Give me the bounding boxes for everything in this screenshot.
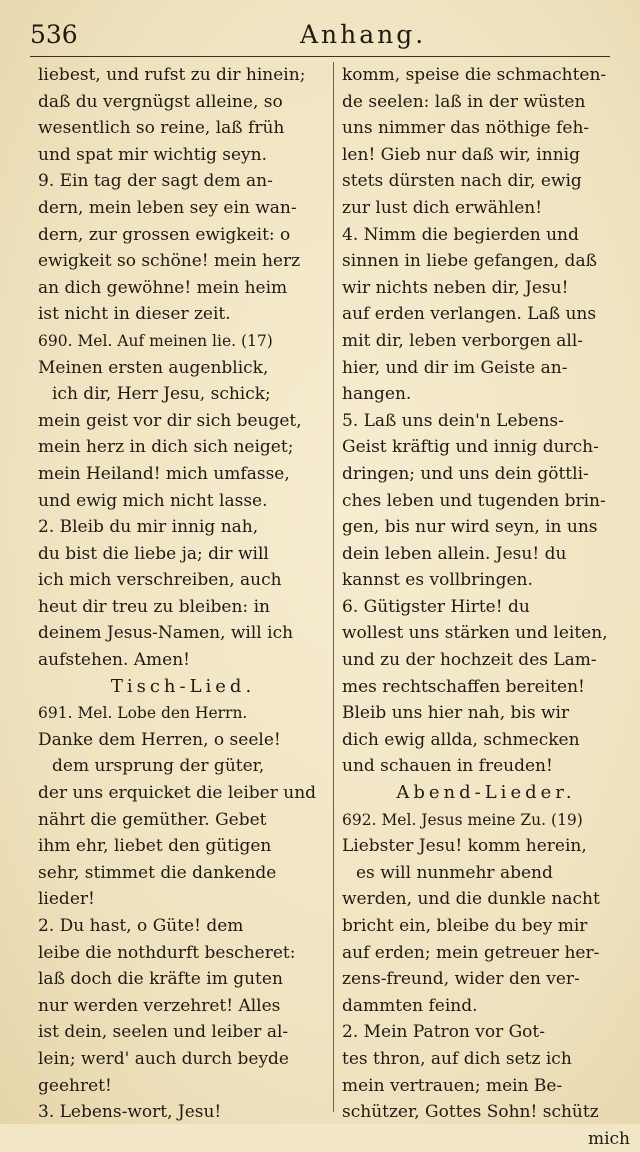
text-line: zur lust dich erwählen!	[342, 197, 543, 218]
text-line: mich	[587, 1128, 630, 1149]
text-line: 4. Nimm die begierden und	[342, 224, 579, 245]
text-line: und spat mir wichtig seyn.	[38, 144, 268, 165]
text-line: stets dürsten nach dir, ewig	[342, 171, 582, 192]
text-line: nährt die gemüther. Gebet	[38, 809, 267, 830]
running-head: Anhang.	[300, 20, 427, 49]
text-line: leibe die nothdurft bescheret:	[38, 942, 296, 963]
text-line: 6. Gütigster Hirte! du	[342, 596, 530, 617]
text-line: Abend-Lieder.	[396, 782, 576, 804]
text-line: ihm ehr, liebet den gütigen	[38, 836, 272, 857]
right-column	[342, 62, 630, 1152]
text-line: bricht ein, bleibe du bey mir	[342, 916, 588, 936]
text-line: du bist die liebe ja; dir will	[38, 543, 269, 564]
text-line: ewigkeit so schöne! mein herz	[38, 251, 301, 272]
text-line: liebest, und rufst zu dir hinein;	[38, 65, 306, 85]
text-line: und ewig mich nicht lasse.	[38, 490, 268, 511]
text-line: auf erden verlangen. Laß uns	[342, 304, 597, 325]
text-line: Liebster Jesu! komm herein,	[342, 836, 587, 857]
text-line: ist nicht in dieser zeit.	[38, 304, 231, 325]
text-line: aufstehen. Amen!	[38, 650, 190, 671]
text-line: sehr, stimmet die dankende	[38, 862, 277, 883]
text-line: 2. Bleib du mir innig nah,	[38, 517, 259, 538]
text-line: 690. Mel. Auf meinen lie. (17)	[38, 331, 273, 350]
text-line: dern, mein leben sey ein wan-	[38, 197, 297, 218]
text-line: daß du vergnügst alleine, so	[38, 91, 283, 112]
text-line: 692. Mel. Jesus meine Zu. (19)	[342, 810, 583, 829]
text-line: Meinen ersten augenblick,	[38, 357, 269, 378]
text-line: ist dein, seelen und leiber al-	[38, 1022, 289, 1043]
text-line: dein leben allein. Jesu! du	[342, 543, 567, 564]
text-line: lein; werd' auch durch beyde	[38, 1048, 289, 1069]
text-line: 5. Laß uns dein'n Lebens-	[342, 410, 564, 431]
text-line: dich ewig allda, schmecken	[342, 729, 580, 750]
text-line: geehret!	[38, 1075, 112, 1096]
text-line: der uns erquicket die leiber und	[38, 783, 317, 804]
text-line: nur werden verzehret! Alles	[38, 995, 281, 1016]
text-line: Danke dem Herren, o seele!	[38, 729, 281, 750]
text-line: und schauen in freuden!	[342, 756, 553, 777]
text-line: ich mich verschreiben, auch	[38, 570, 282, 591]
text-line: werden, und die dunkle nacht	[342, 889, 600, 910]
column-divider	[333, 62, 334, 1112]
text-line: dringen; und uns dein göttli-	[342, 463, 589, 484]
text-line: tes thron, auf dich setz ich	[342, 1048, 572, 1069]
text-line: heut dir treu zu bleiben: in	[38, 596, 270, 617]
text-line: Tisch-Lied.	[110, 675, 256, 697]
text-line: gen, bis nur wird seyn, in uns	[342, 517, 598, 538]
text-line: mein Heiland! mich umfasse,	[38, 463, 290, 484]
text-line: dem ursprung der güter,	[52, 756, 265, 777]
text-line: 2. Du hast, o Güte! dem	[38, 916, 244, 936]
text-line: wesentlich so reine, laß früh	[38, 118, 285, 139]
text-line: 3. Lebens-wort, Jesu!	[38, 1102, 222, 1123]
text-line: uns nimmer das nöthige feh-	[342, 118, 590, 139]
text-line: hangen.	[342, 384, 412, 405]
text-line: hier, und dir im Geiste an-	[342, 357, 568, 378]
text-line: ches leben und tugenden brin-	[342, 490, 606, 511]
text-line: 2. Mein Patron vor Got-	[342, 1022, 545, 1043]
text-line: mein geist vor dir sich beuget,	[38, 410, 302, 431]
text-line: mes rechtschaffen bereiten!	[342, 676, 585, 697]
text-line: kannst es vollbringen.	[342, 570, 533, 591]
text-line: lieder!	[38, 889, 95, 910]
text-line: Geist kräftig und innig durch-	[342, 437, 599, 458]
text-line: dammten feind.	[342, 995, 478, 1016]
text-line: mein herz in dich sich neiget;	[38, 437, 294, 458]
text-line: Bleib uns hier nah, bis wir	[342, 703, 570, 724]
text-line: mein vertrauen; mein Be-	[342, 1075, 563, 1096]
text-line: laß doch die kräfte im guten	[38, 969, 283, 990]
text-line: an dich gewöhne! mein heim	[38, 277, 288, 298]
text-line: wir nichts neben dir, Jesu!	[342, 277, 569, 298]
text-line: ich dir, Herr Jesu, schick;	[52, 384, 271, 405]
text-line: de seelen: laß in der wüsten	[342, 91, 586, 112]
text-line: len! Gieb nur daß wir, innig	[342, 144, 580, 165]
left-column	[38, 62, 328, 1126]
text-line: sinnen in liebe gefangen, daß	[342, 251, 597, 272]
text-line: komm, speise die schmachten-	[342, 65, 607, 85]
text-line: 9. Ein tag der sagt dem an-	[38, 171, 273, 192]
text-line: 691. Mel. Lobe den Herrn.	[38, 704, 248, 723]
text-line: schützer, Gottes Sohn! schütz	[342, 1102, 599, 1123]
text-line: es will nunmehr abend	[356, 862, 553, 883]
text-line: auf erden; mein getreuer her-	[342, 942, 600, 963]
text-line: dern, zur grossen ewigkeit: o	[38, 224, 291, 245]
text-line: deinem Jesus-Namen, will ich	[38, 623, 294, 644]
page-number: 536	[30, 20, 78, 49]
text-line: zens-freund, wider den ver-	[342, 969, 580, 990]
text-line: wollest uns stärken und leiten,	[342, 623, 608, 644]
page-header	[30, 18, 610, 57]
text-line: und zu der hochzeit des Lam-	[342, 650, 597, 671]
text-line: mit dir, leben verborgen all-	[342, 330, 584, 351]
